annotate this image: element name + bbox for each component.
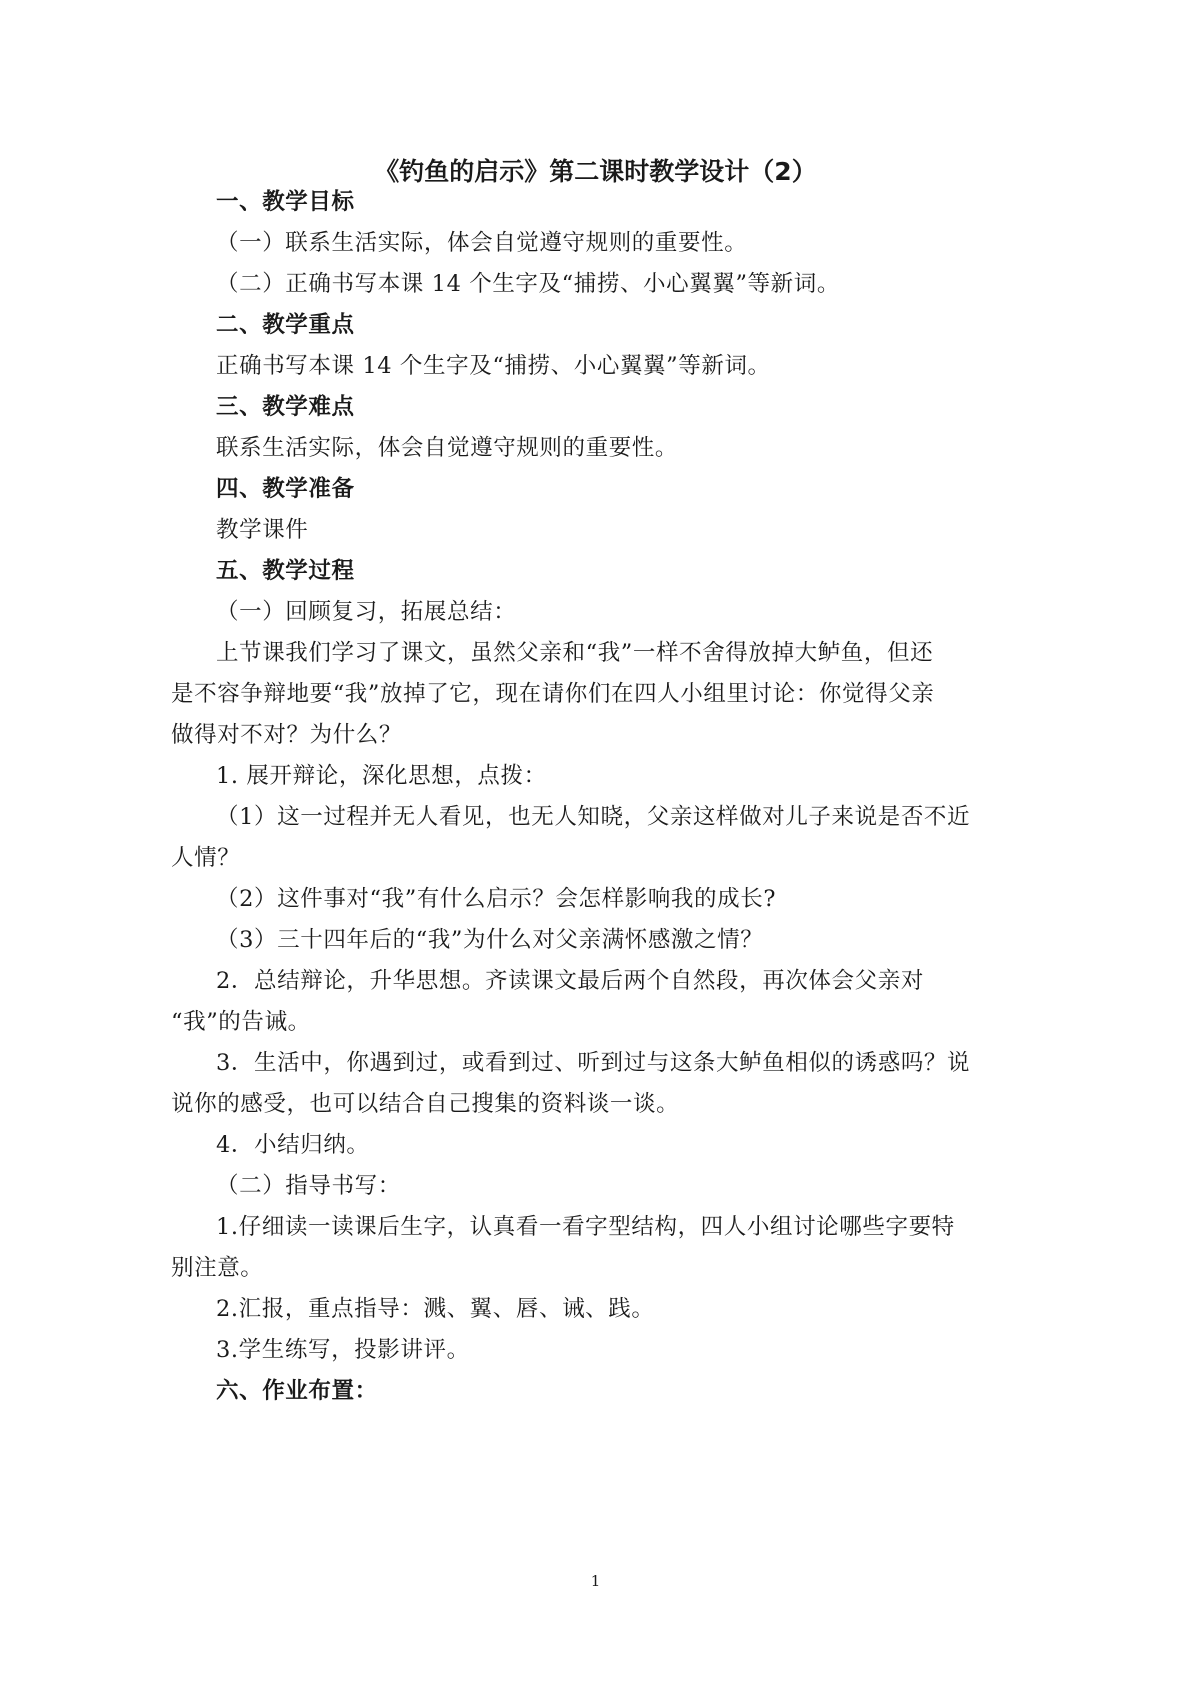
writing-step-2: 2.汇报，重点指导：溅、翼、唇、诫、践。 <box>216 1296 655 1322</box>
process-part-2-heading: （二）指导书写： <box>216 1173 401 1199</box>
process-step-2-cont: “我”的告诫。 <box>171 1009 311 1035</box>
section-heading-preparation: 四、教学准备 <box>216 476 355 502</box>
process-question-3: （3）三十四年后的“我”为什么对父亲满怀感激之情？ <box>216 927 764 953</box>
process-step-1: 1. 展开辩论，深化思想，点拨： <box>216 763 547 789</box>
section-heading-difficulties: 三、教学难点 <box>216 394 355 420</box>
preparation-text: 教学课件 <box>216 517 309 543</box>
objective-1: （一）联系生活实际，体会自觉遵守规则的重要性。 <box>216 230 748 256</box>
writing-step-3: 3.学生练写，投影讲评。 <box>216 1337 470 1363</box>
writing-step-1-cont: 别注意。 <box>171 1255 264 1281</box>
process-paragraph-line: 是不容争辩地要“我”放掉了它，现在请你们在四人小组里讨论：你觉得父亲 <box>171 681 935 707</box>
process-step-4: 4．小结归纳。 <box>216 1132 370 1158</box>
process-paragraph-line: 上节课我们学习了课文，虽然父亲和“我”一样不舍得放掉大鲈鱼，但还 <box>216 640 934 666</box>
objective-2: （二）正确书写本课 14 个生字及“捕捞、小心翼翼”等新词。 <box>216 271 840 297</box>
process-step-2: 2．总结辩论，升华思想。齐读课文最后两个自然段，再次体会父亲对 <box>216 968 924 994</box>
section-heading-process: 五、教学过程 <box>216 558 355 584</box>
section-heading-objectives: 一、教学目标 <box>216 189 355 215</box>
difficulties-text: 联系生活实际，体会自觉遵守规则的重要性。 <box>216 435 679 461</box>
process-step-3-cont: 说你的感受，也可以结合自己搜集的资料谈一谈。 <box>171 1091 680 1117</box>
key-points-text: 正确书写本课 14 个生字及“捕捞、小心翼翼”等新词。 <box>216 353 771 379</box>
writing-step-1: 1.仔细读一读课后生字，认真看一看字型结构，四人小组讨论哪些字要特 <box>216 1214 955 1240</box>
process-paragraph-line: 做得对不对？为什么？ <box>171 722 403 748</box>
page-number: 1 <box>590 1572 601 1590</box>
process-question-1: （1）这一过程并无人看见，也无人知晓，父亲这样做对儿子来说是否不近 <box>216 804 971 830</box>
process-question-1-cont: 人情？ <box>171 845 241 871</box>
process-part-1-heading: （一）回顾复习，拓展总结： <box>216 599 517 625</box>
section-heading-key-points: 二、教学重点 <box>216 312 355 338</box>
section-heading-homework: 六、作业布置： <box>216 1378 378 1404</box>
process-question-2: （2）这件事对“我”有什么启示？会怎样影响我的成长? <box>216 886 776 912</box>
document-title: 《钓鱼的启示》第二课时教学设计（2） <box>374 157 817 186</box>
process-step-3: 3．生活中，你遇到过，或看到过、听到过与这条大鲈鱼相似的诱惑吗？说 <box>216 1050 971 1076</box>
